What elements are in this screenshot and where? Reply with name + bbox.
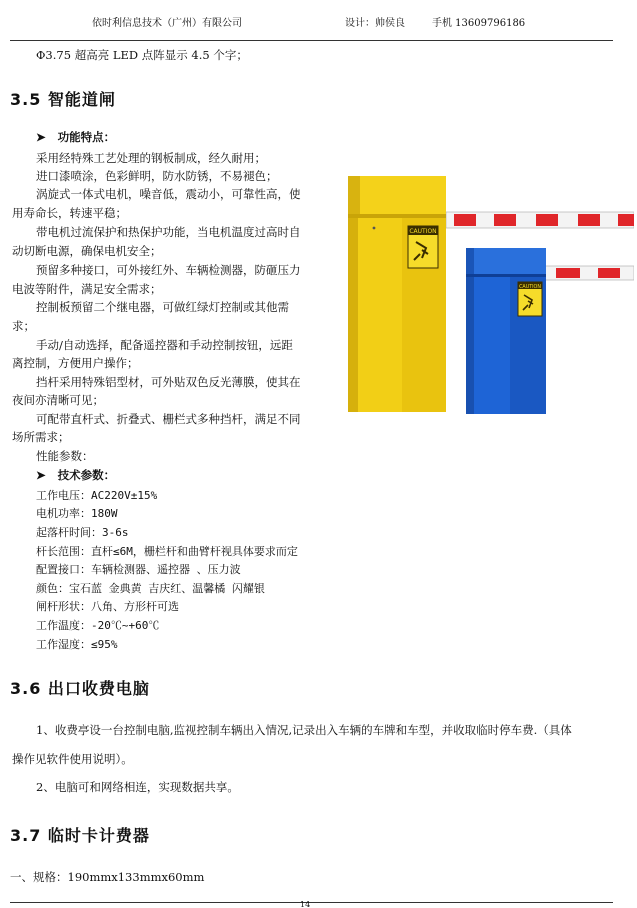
footer-rule [10, 902, 613, 903]
feature-line: 控制板预留二个继电器，可做红绿灯控制或其他需 [36, 300, 289, 314]
tech-title: 技术参数： [57, 468, 116, 482]
feature-line: 手动/自动选择，配备遥控器和手动控制按钮，远距 [36, 338, 293, 352]
feature-line: 带电机过流保护和热保护功能，当电机温度过高时自 [36, 225, 301, 239]
yellow-gate-boom [446, 212, 634, 228]
section-3-5-title: 3.5 智能道闸 [10, 90, 116, 109]
features-title: 功能特点： [57, 130, 116, 144]
feature-line: 用寿命长，转速平稳； [12, 206, 127, 220]
header-designer: 设计：帅侯良 [345, 18, 405, 29]
sec37-spec: 一、规格：190mmx133mmx60mm [10, 870, 205, 884]
header-rule [10, 40, 613, 41]
blue-gate-cabinet [466, 248, 546, 414]
param-line: 颜色：宝石蓝 金典黄 吉庆红、温馨橘 闪耀银 [36, 582, 265, 595]
section-3-6-title: 3.6 出口收费电脑 [10, 679, 150, 698]
feature-line: 求； [12, 319, 35, 333]
feature-line: 挡杆采用特殊铝型材，可外贴双色反光薄膜，使其在 [36, 375, 301, 389]
arrow-bullet-icon: ➤ [36, 130, 58, 144]
feature-line: 可配带直杆式、折叠式、栅栏式多种挡杆，满足不同 [36, 412, 301, 426]
caution-label: CAUTION [519, 285, 541, 290]
param-line: 起落杆时间：3-6s [36, 526, 129, 539]
feature-line: 涡旋式一体式电机，噪音低，震动小，可靠性高，使 [36, 187, 301, 201]
feature-line: 场所需求； [12, 430, 70, 444]
features-heading [36, 129, 115, 145]
param-line: 杆长范围：直杆≤6M，栅栏杆和曲臂杆视具体要求而定 [36, 545, 298, 558]
sec36-paragraph-2: 2、电脑可和网络相连，实现数据共享。 [36, 780, 239, 794]
top-line: Φ3.75 超高亮 LED 点阵显示 4.5 个字； [36, 48, 248, 62]
header-phone: 手机 13609796186 [432, 18, 526, 29]
feature-line: 夜间亦清晰可见； [12, 393, 104, 407]
sec36-paragraph-1a: 1、收费亭设一台控制电脑,监视控制车辆出入情况,记录出入车辆的车牌和车型，并收取临时停车费.（具体 [36, 723, 572, 737]
feature-line: 性能参数： [36, 449, 94, 463]
feature-line: 进口漆喷涂，色彩鲜明，防水防锈，不易褪色； [36, 169, 278, 183]
yellow-gate-cabinet [348, 176, 446, 412]
feature-line: 电波等附件，满足安全需求； [12, 282, 162, 296]
param-line: 闸杆形状：八角、方形杆可选 [36, 600, 179, 613]
barrier-gate-image [344, 170, 634, 420]
param-line: 工作温度：-20℃~+60℃ [36, 619, 160, 632]
feature-line: 预留多种接口，可外接红外、车辆检测器，防砸压力 [36, 263, 301, 277]
param-line: 电机功率：180W [36, 507, 118, 520]
feature-line: 离控制，方便用户操作； [12, 356, 139, 370]
param-line: 工作湿度：≤95% [36, 638, 118, 651]
param-line: 配置接口：车辆检测器、遥控器 、压力波 [36, 563, 241, 576]
caution-label: CAUTION [409, 228, 437, 235]
section-3-7-title: 3.7 临时卡计费器 [10, 826, 150, 845]
tech-heading [36, 467, 115, 483]
arrow-bullet-icon: ➤ [36, 468, 58, 482]
sec36-paragraph-1b: 操作见软件使用说明）。 [12, 752, 133, 766]
blue-gate-boom [542, 266, 634, 280]
feature-line: 采用经特殊工艺处理的钢板制成，经久耐用； [36, 151, 266, 165]
header-company: 依时利信息技术（广州）有限公司 [92, 18, 242, 29]
param-line: 工作电压：AC220V±15% [36, 489, 158, 502]
feature-line: 动切断电源，确保电机安全； [12, 244, 162, 258]
page-number: 14 [300, 901, 311, 908]
